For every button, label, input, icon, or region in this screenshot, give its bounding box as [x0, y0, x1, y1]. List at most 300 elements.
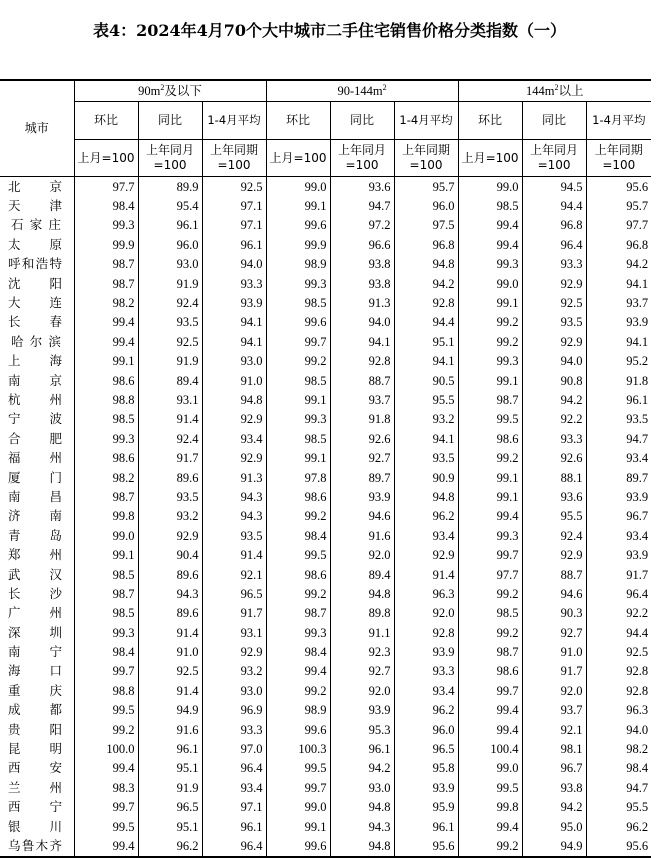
- index-value: 95.8: [394, 759, 458, 778]
- index-value: 93.9: [586, 545, 651, 564]
- index-value: 91.3: [330, 293, 394, 312]
- index-value: 98.6: [74, 448, 138, 467]
- index-value: 91.8: [330, 410, 394, 429]
- table-row: [0, 274, 651, 293]
- index-value: 99.8: [74, 507, 138, 526]
- index-value: 98.4: [266, 642, 330, 661]
- index-value: 89.9: [138, 177, 202, 197]
- index-value: 94.8: [394, 255, 458, 274]
- index-value: 94.1: [202, 332, 266, 351]
- index-value: 96.3: [394, 584, 458, 603]
- index-value: 97.7: [458, 565, 522, 584]
- index-value: 99.7: [266, 778, 330, 797]
- index-value: 98.2: [74, 293, 138, 312]
- index-value: 88.1: [522, 468, 586, 487]
- index-value: 92.2: [586, 604, 651, 623]
- base-header: 上年同月=100: [330, 140, 394, 177]
- index-value: 100.4: [458, 739, 522, 758]
- index-value: 93.5: [586, 410, 651, 429]
- city-name: 大 连: [0, 293, 74, 312]
- index-value: 94.1: [394, 352, 458, 371]
- index-value: 93.4: [394, 681, 458, 700]
- index-value: 94.1: [330, 332, 394, 351]
- table-row: [0, 623, 651, 642]
- index-value: 93.9: [202, 293, 266, 312]
- group-header-small: $90m^2$及以下: [74, 80, 266, 102]
- table-row: [0, 584, 651, 603]
- index-value: 93.9: [586, 487, 651, 506]
- index-value: 93.4: [394, 526, 458, 545]
- index-value: 96.8: [586, 235, 651, 254]
- index-value: 96.0: [394, 720, 458, 739]
- index-value: 96.0: [394, 196, 458, 215]
- index-value: 95.0: [522, 817, 586, 836]
- index-value: 94.2: [522, 390, 586, 409]
- table-row: [0, 293, 651, 312]
- table-row: [0, 468, 651, 487]
- index-value: 93.7: [330, 390, 394, 409]
- index-value: 98.7: [458, 642, 522, 661]
- city-name: 合 肥: [0, 429, 74, 448]
- index-value: 92.5: [522, 293, 586, 312]
- table-row: [0, 739, 651, 758]
- index-value: 100.3: [266, 739, 330, 758]
- index-value: 98.7: [74, 274, 138, 293]
- index-value: 95.7: [394, 177, 458, 197]
- index-value: 93.3: [202, 720, 266, 739]
- index-value: 96.2: [586, 817, 651, 836]
- table-row: [0, 177, 651, 197]
- index-value: 99.1: [266, 817, 330, 836]
- sub-header: 同比: [522, 102, 586, 140]
- index-value: 99.2: [458, 313, 522, 332]
- index-value: 98.8: [74, 681, 138, 700]
- table-row: [0, 817, 651, 836]
- index-value: 94.6: [522, 584, 586, 603]
- city-name: 石 家 庄: [0, 216, 74, 235]
- table-row: [0, 545, 651, 564]
- sub-header: 同比: [330, 102, 394, 140]
- sub-header: 环比: [266, 102, 330, 140]
- city-name: 西 宁: [0, 798, 74, 817]
- city-name: 银 川: [0, 817, 74, 836]
- index-value: 95.2: [586, 352, 651, 371]
- index-value: 99.4: [458, 701, 522, 720]
- index-value: 96.8: [522, 216, 586, 235]
- city-name: 北 京: [0, 177, 74, 197]
- sub-header: 1-4月平均: [394, 102, 458, 140]
- table-row: [0, 196, 651, 215]
- index-value: 99.4: [458, 216, 522, 235]
- table-row: [0, 216, 651, 235]
- index-value: 95.5: [586, 798, 651, 817]
- index-value: 93.3: [522, 255, 586, 274]
- index-value: 91.7: [522, 662, 586, 681]
- index-value: 92.9: [522, 332, 586, 351]
- index-value: 94.1: [202, 313, 266, 332]
- index-value: 99.2: [458, 584, 522, 603]
- city-column-header: 城市: [0, 80, 74, 177]
- index-value: 96.6: [330, 235, 394, 254]
- index-value: 91.9: [138, 778, 202, 797]
- index-value: 93.5: [522, 313, 586, 332]
- index-value: 95.9: [394, 798, 458, 817]
- index-value: 99.4: [74, 759, 138, 778]
- index-value: 93.2: [394, 410, 458, 429]
- index-value: 93.6: [522, 487, 586, 506]
- city-name: 武 汉: [0, 565, 74, 584]
- index-value: 92.0: [522, 681, 586, 700]
- index-value: 98.5: [458, 604, 522, 623]
- index-value: 93.9: [586, 313, 651, 332]
- index-value: 97.5: [394, 216, 458, 235]
- index-value: 96.2: [138, 836, 202, 856]
- index-value: 91.0: [138, 642, 202, 661]
- index-value: 91.4: [138, 623, 202, 642]
- index-value: 99.6: [266, 216, 330, 235]
- index-value: 99.5: [458, 410, 522, 429]
- index-value: 99.0: [266, 798, 330, 817]
- index-value: 98.1: [522, 739, 586, 758]
- city-name: 长 春: [0, 313, 74, 332]
- index-value: 92.2: [522, 410, 586, 429]
- index-value: 92.1: [522, 720, 586, 739]
- base-header: 上月=100: [74, 140, 138, 177]
- index-value: 92.4: [522, 526, 586, 545]
- index-value: 98.7: [74, 487, 138, 506]
- index-value: 90.9: [394, 468, 458, 487]
- index-value: 94.2: [586, 255, 651, 274]
- index-value: 92.9: [138, 526, 202, 545]
- index-value: 94.1: [586, 332, 651, 351]
- table-row: [0, 836, 651, 856]
- city-name: 福 州: [0, 448, 74, 467]
- table-row: [0, 507, 651, 526]
- index-value: 95.7: [586, 196, 651, 215]
- index-value: 93.0: [202, 352, 266, 371]
- index-value: 97.2: [330, 216, 394, 235]
- index-value: 88.7: [522, 565, 586, 584]
- index-value: 89.6: [138, 468, 202, 487]
- index-value: 94.9: [138, 701, 202, 720]
- index-value: 95.1: [394, 332, 458, 351]
- index-value: 93.8: [330, 255, 394, 274]
- index-value: 94.4: [522, 196, 586, 215]
- index-value: 97.7: [586, 216, 651, 235]
- index-value: 96.2: [394, 507, 458, 526]
- index-value: 99.5: [266, 759, 330, 778]
- index-value: 93.4: [202, 778, 266, 797]
- sub-header: 环比: [74, 102, 138, 140]
- table-row: [0, 313, 651, 332]
- index-value: 92.5: [138, 332, 202, 351]
- index-value: 96.2: [394, 701, 458, 720]
- index-value: 94.0: [586, 720, 651, 739]
- index-value: 91.0: [202, 371, 266, 390]
- index-value: 99.0: [458, 177, 522, 197]
- index-value: 99.4: [74, 332, 138, 351]
- table-row: [0, 642, 651, 661]
- index-value: 99.2: [266, 681, 330, 700]
- index-value: 95.4: [138, 196, 202, 215]
- index-value: 98.9: [266, 701, 330, 720]
- index-value: 94.2: [330, 759, 394, 778]
- index-value: 93.9: [330, 701, 394, 720]
- index-value: 96.3: [586, 701, 651, 720]
- index-value: 98.2: [74, 468, 138, 487]
- table-row: [0, 235, 651, 254]
- index-value: 98.6: [74, 371, 138, 390]
- index-value: 99.6: [266, 720, 330, 739]
- city-name: 哈 尔 滨: [0, 332, 74, 351]
- table-row: [0, 720, 651, 739]
- index-value: 96.4: [202, 759, 266, 778]
- index-value: 98.4: [266, 526, 330, 545]
- index-value: 90.4: [138, 545, 202, 564]
- index-value: 99.1: [266, 196, 330, 215]
- index-value: 99.0: [458, 759, 522, 778]
- table-row: [0, 662, 651, 681]
- index-value: 98.6: [458, 662, 522, 681]
- index-value: 98.6: [266, 487, 330, 506]
- price-index-table: [0, 79, 651, 858]
- index-value: 99.4: [458, 817, 522, 836]
- index-value: 94.1: [394, 429, 458, 448]
- index-value: 97.0: [202, 739, 266, 758]
- index-value: 98.5: [458, 196, 522, 215]
- index-value: 98.6: [266, 565, 330, 584]
- index-value: 98.5: [266, 293, 330, 312]
- index-value: 92.8: [394, 293, 458, 312]
- index-value: 92.7: [522, 623, 586, 642]
- index-value: 91.6: [138, 720, 202, 739]
- group-header-medium: $90-144m^2$: [266, 80, 458, 102]
- index-value: 99.4: [458, 507, 522, 526]
- index-value: 99.1: [74, 352, 138, 371]
- index-value: 94.3: [202, 507, 266, 526]
- index-value: 91.4: [394, 565, 458, 584]
- index-value: 98.4: [586, 759, 651, 778]
- table-row: [0, 332, 651, 351]
- index-value: 99.9: [266, 235, 330, 254]
- index-value: 99.1: [266, 448, 330, 467]
- table-row: [0, 255, 651, 274]
- index-value: 93.3: [394, 662, 458, 681]
- index-value: 99.2: [266, 352, 330, 371]
- index-value: 96.1: [202, 817, 266, 836]
- index-value: 96.1: [586, 390, 651, 409]
- table-row: [0, 681, 651, 700]
- index-value: 98.7: [458, 390, 522, 409]
- city-name: 青 岛: [0, 526, 74, 545]
- city-name: 成 都: [0, 701, 74, 720]
- city-name: 厦 门: [0, 468, 74, 487]
- table-row: [0, 390, 651, 409]
- index-value: 95.5: [522, 507, 586, 526]
- city-name: 昆 明: [0, 739, 74, 758]
- index-value: 96.1: [202, 235, 266, 254]
- base-header: 上年同月=100: [522, 140, 586, 177]
- index-value: 99.3: [266, 274, 330, 293]
- index-value: 92.6: [330, 429, 394, 448]
- index-value: 93.4: [202, 429, 266, 448]
- index-value: 92.0: [394, 604, 458, 623]
- index-value: 90.5: [394, 371, 458, 390]
- index-value: 94.8: [394, 487, 458, 506]
- index-value: 93.9: [330, 487, 394, 506]
- index-value: 92.7: [330, 448, 394, 467]
- table-row: [0, 371, 651, 390]
- index-value: 93.0: [330, 778, 394, 797]
- table-row: [0, 798, 651, 817]
- index-value: 99.1: [266, 390, 330, 409]
- city-name: 广 州: [0, 604, 74, 623]
- index-value: 94.3: [330, 817, 394, 836]
- index-value: 98.9: [266, 255, 330, 274]
- index-value: 99.4: [458, 720, 522, 739]
- city-name: 兰 州: [0, 778, 74, 797]
- index-value: 99.3: [266, 410, 330, 429]
- index-value: 94.4: [586, 623, 651, 642]
- index-value: 98.4: [74, 642, 138, 661]
- city-name: 上 海: [0, 352, 74, 371]
- city-name: 天 津: [0, 196, 74, 215]
- index-value: 94.8: [330, 584, 394, 603]
- city-name: 沈 阳: [0, 274, 74, 293]
- index-value: 93.1: [138, 390, 202, 409]
- index-value: 91.4: [202, 545, 266, 564]
- index-value: 98.3: [74, 778, 138, 797]
- sub-header: 1-4月平均: [586, 102, 651, 140]
- index-value: 92.6: [522, 448, 586, 467]
- base-header: 上年同期=100: [202, 140, 266, 177]
- index-value: 91.4: [138, 410, 202, 429]
- index-value: 99.7: [458, 681, 522, 700]
- city-name: 杭 州: [0, 390, 74, 409]
- index-value: 92.4: [138, 293, 202, 312]
- index-value: 94.1: [586, 274, 651, 293]
- index-value: 92.9: [202, 448, 266, 467]
- index-value: 99.4: [266, 662, 330, 681]
- index-value: 96.1: [138, 216, 202, 235]
- index-value: 99.6: [266, 836, 330, 856]
- table-row: [0, 778, 651, 797]
- index-value: 94.0: [522, 352, 586, 371]
- index-value: 94.3: [138, 584, 202, 603]
- city-name: 太 原: [0, 235, 74, 254]
- table-row: [0, 352, 651, 371]
- index-value: 99.7: [74, 662, 138, 681]
- index-value: 92.7: [330, 662, 394, 681]
- index-value: 93.7: [522, 701, 586, 720]
- index-value: 92.8: [586, 662, 651, 681]
- index-value: 99.0: [458, 274, 522, 293]
- index-value: 96.9: [202, 701, 266, 720]
- index-value: 89.7: [330, 468, 394, 487]
- index-value: 97.1: [202, 798, 266, 817]
- city-name: 南 宁: [0, 642, 74, 661]
- sub-header: 1-4月平均: [202, 102, 266, 140]
- city-name: 贵 阳: [0, 720, 74, 739]
- index-value: 94.0: [330, 313, 394, 332]
- index-value: 92.3: [330, 642, 394, 661]
- index-value: 98.5: [74, 410, 138, 429]
- index-value: 99.3: [266, 623, 330, 642]
- index-value: 94.8: [330, 798, 394, 817]
- index-value: 91.9: [138, 274, 202, 293]
- index-value: 99.5: [458, 778, 522, 797]
- index-value: 96.1: [394, 817, 458, 836]
- index-value: 96.4: [586, 584, 651, 603]
- index-value: 94.7: [586, 778, 651, 797]
- sub-header: 环比: [458, 102, 522, 140]
- index-value: 95.3: [330, 720, 394, 739]
- index-value: 99.5: [266, 545, 330, 564]
- index-value: 94.4: [394, 313, 458, 332]
- index-value: 92.9: [522, 545, 586, 564]
- index-value: 96.0: [138, 235, 202, 254]
- index-value: 99.2: [266, 584, 330, 603]
- index-value: 89.7: [586, 468, 651, 487]
- table-row: [0, 487, 651, 506]
- index-value: 93.6: [330, 177, 394, 197]
- index-value: 92.1: [202, 565, 266, 584]
- city-name: 宁 波: [0, 410, 74, 429]
- base-header: 上月=100: [458, 140, 522, 177]
- index-value: 99.9: [74, 235, 138, 254]
- index-value: 89.4: [330, 565, 394, 584]
- index-value: 98.5: [74, 604, 138, 623]
- index-value: 99.5: [74, 701, 138, 720]
- index-value: 99.2: [266, 507, 330, 526]
- index-value: 99.2: [458, 623, 522, 642]
- index-value: 90.3: [522, 604, 586, 623]
- base-header: 上年同期=100: [394, 140, 458, 177]
- index-value: 88.7: [330, 371, 394, 390]
- index-value: 97.7: [74, 177, 138, 197]
- index-value: 89.6: [138, 604, 202, 623]
- index-value: 98.5: [74, 565, 138, 584]
- index-value: 96.7: [586, 507, 651, 526]
- index-value: 91.1: [330, 623, 394, 642]
- index-value: 99.1: [458, 468, 522, 487]
- index-value: 98.2: [586, 739, 651, 758]
- index-value: 92.0: [330, 681, 394, 700]
- index-value: 99.1: [458, 371, 522, 390]
- index-value: 99.3: [458, 526, 522, 545]
- index-value: 94.2: [522, 798, 586, 817]
- index-value: 94.9: [522, 836, 586, 856]
- table-row: [0, 701, 651, 720]
- index-value: 91.4: [138, 681, 202, 700]
- index-value: 93.5: [394, 448, 458, 467]
- index-value: 89.4: [138, 371, 202, 390]
- index-value: 92.9: [202, 642, 266, 661]
- index-value: 92.9: [522, 274, 586, 293]
- index-value: 92.4: [138, 429, 202, 448]
- index-value: 98.7: [74, 584, 138, 603]
- base-header: 上年同期=100: [586, 140, 651, 177]
- table-row: [0, 604, 651, 623]
- index-value: 94.8: [202, 390, 266, 409]
- index-value: 91.6: [330, 526, 394, 545]
- index-value: 95.1: [138, 817, 202, 836]
- city-name: 济 南: [0, 507, 74, 526]
- index-value: 93.0: [202, 681, 266, 700]
- index-value: 94.2: [394, 274, 458, 293]
- index-value: 99.3: [74, 623, 138, 642]
- index-value: 93.5: [138, 313, 202, 332]
